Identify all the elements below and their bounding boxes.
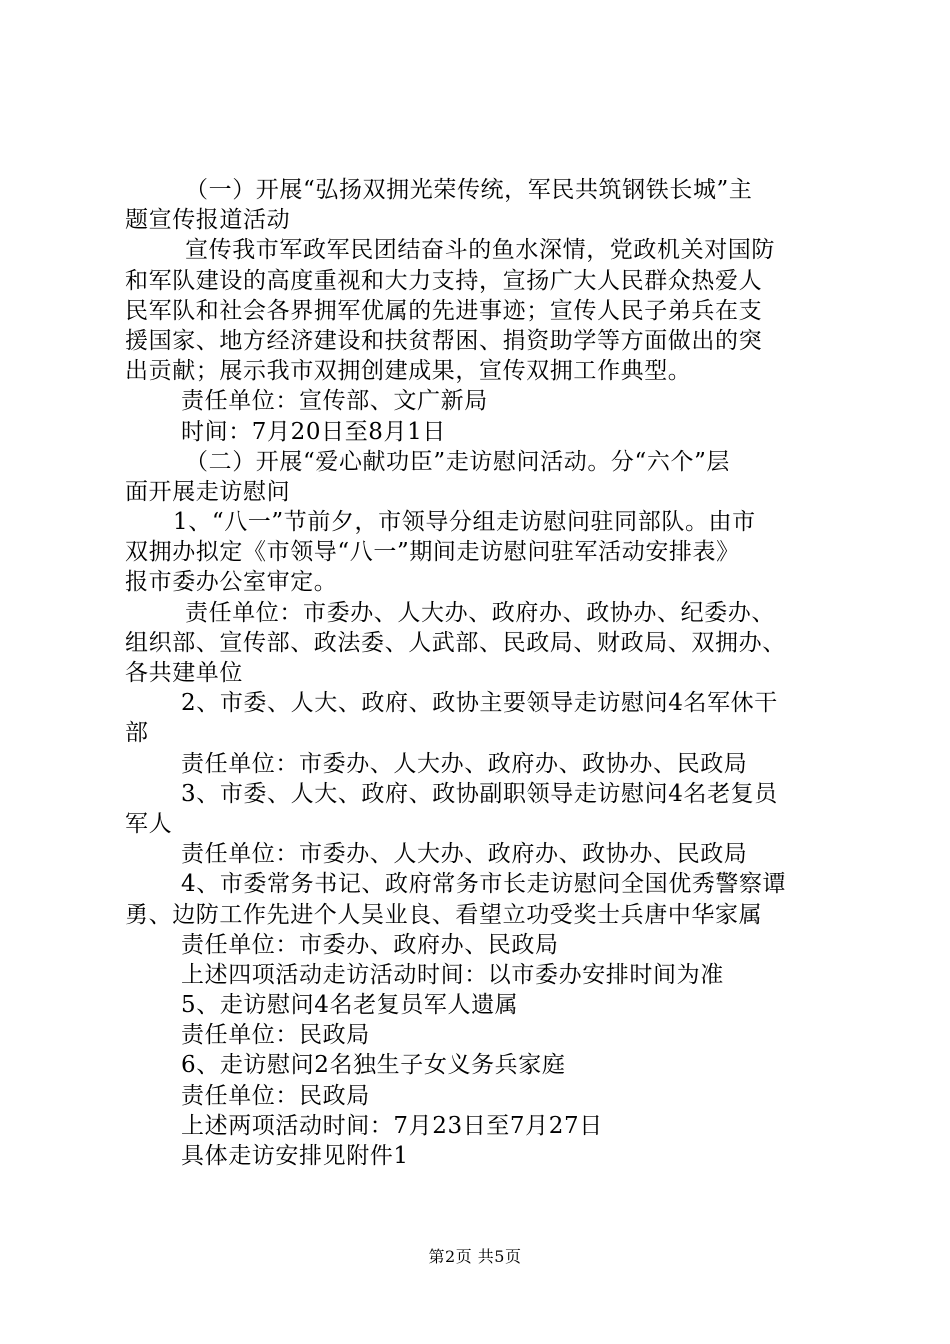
text-line: 民军队和社会各界拥军优属的先进事迹；宣传人民子弟兵在支 <box>125 297 763 324</box>
text-line: 宣传我市军政军民团结奋斗的鱼水深情，党政机关对国防 <box>185 237 775 264</box>
text-line: 5、走访慰问4名老复员军人遗属 <box>181 992 519 1019</box>
text-line: 各共建单位 <box>125 660 243 686</box>
text-line: 面开展走访慰问 <box>125 478 291 505</box>
text-line: 军人 <box>125 810 173 837</box>
text-line: 上述两项活动时间：7月23日至7月27日 <box>181 1112 603 1139</box>
text-line: 报市委办公室审定。 <box>125 569 338 596</box>
text-line: 责任单位：民政局 <box>181 1022 370 1049</box>
text-line: 部 <box>125 720 149 747</box>
text-line: （一）开展“弘扬双拥光荣传统，军民共筑钢铁长城”主 <box>185 177 753 203</box>
text-line: 具体走访安排见附件1 <box>181 1143 409 1169</box>
text-line: 题宣传报道活动 <box>125 207 291 234</box>
text-line: 责任单位：民政局 <box>181 1082 370 1109</box>
text-line: 援国家、地方经济建设和扶贫帮困、捐资助学等方面做出的突 <box>125 327 763 354</box>
text-line: （二）开展“爱心献功臣”走访慰问活动。分“六个”层 <box>185 448 731 475</box>
text-line: 责任单位：市委办、政府办、民政局 <box>181 931 559 958</box>
text-line: 4、市委常务书记、政府常务市长走访慰问全国优秀警察谭 <box>181 871 787 898</box>
page-footer: 第2页 共5页 <box>428 1247 522 1266</box>
text-line: 组织部、宣传部、政法委、人武部、民政局、财政局、双拥办、 <box>125 629 786 656</box>
document-body <box>125 175 830 1171</box>
text-line: 双拥办拟定《市领导“八一”期间走访慰问驻军活动安排表》 <box>125 539 740 566</box>
text-line: 上述四项活动走访活动时间：以市委办安排时间为准 <box>181 961 724 988</box>
text-line: 责任单位：宣传部、文广新局 <box>181 388 488 415</box>
text-line: 责任单位：市委办、人大办、政府办、政协办、纪委办、 <box>185 599 775 626</box>
text-line: 责任单位：市委办、人大办、政府办、政协办、民政局 <box>181 841 748 868</box>
text-line: 和军队建设的高度重视和大力支持，宣扬广大人民群众热爱人 <box>125 267 763 294</box>
text-line: 6、走访慰问2名独生子女义务兵家庭 <box>181 1052 566 1079</box>
text-line: 勇、边防工作先进个人吴业良、看望立功受奖士兵唐中华家属 <box>125 901 763 928</box>
text-line: 2、市委、人大、政府、政协主要领导走访慰问4名军休干 <box>181 690 778 717</box>
text-line: 出贡献；展示我市双拥创建成果，宣传双拥工作典型。 <box>125 358 692 385</box>
text-line: 3、市委、人大、政府、政协副职领导走访慰问4名老复员 <box>181 780 778 807</box>
text-line: 责任单位：市委办、人大办、政府办、政协办、民政局 <box>181 750 748 777</box>
text-line: 时间：7月20日至8月1日 <box>181 418 446 445</box>
text-line: 1、“八一”节前夕，市领导分组走访慰问驻同部队。由市 <box>173 509 756 536</box>
